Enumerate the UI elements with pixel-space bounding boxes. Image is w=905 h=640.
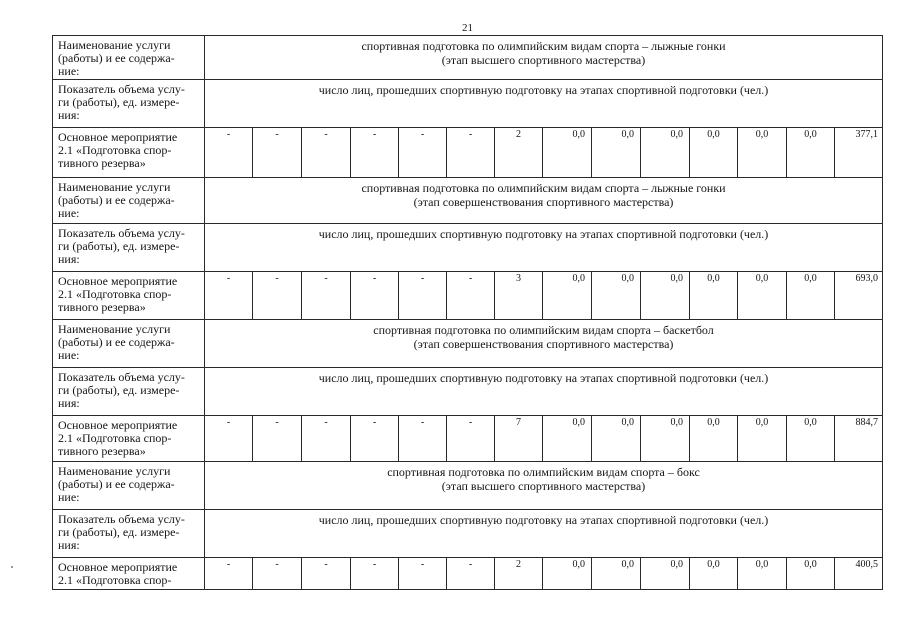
label-line: Показатель объема услу- xyxy=(58,82,185,96)
service-name-label xyxy=(53,178,205,224)
activity-value-cell: - xyxy=(399,272,447,320)
label-line: Наименование услуги xyxy=(58,322,171,336)
activity-label xyxy=(53,558,205,590)
activity-value-cell: - xyxy=(253,558,302,590)
label-line: Показатель объема услу- xyxy=(58,370,185,384)
service-name-label xyxy=(53,320,205,368)
label-line: Показатель объема услу- xyxy=(58,512,185,526)
service-name-row xyxy=(53,462,883,510)
label-line: тивного резерва» xyxy=(58,156,146,170)
activity-value-cell: - xyxy=(399,128,447,178)
service-name-label xyxy=(53,462,205,510)
activity-value-cell: - xyxy=(447,558,495,590)
label-line: ние: xyxy=(58,348,80,362)
activity-value-cell: 884,7 xyxy=(835,416,883,462)
service-description: спортивная подготовка по олимпийским видам спорта – лыжные гонки xyxy=(361,39,726,53)
indicator-label xyxy=(53,80,205,128)
activity-value-cell: 0,0 xyxy=(543,416,592,462)
label-line: (работы) и ее содержа- xyxy=(58,51,175,65)
indicator-value xyxy=(205,224,883,272)
indicator-value xyxy=(205,510,883,558)
activity-value-cell: - xyxy=(447,128,495,178)
label-line: ги (работы), ед. измере- xyxy=(58,239,180,253)
activity-value-cell: 7 xyxy=(495,416,543,462)
indicator-label xyxy=(53,368,205,416)
activity-value-cell: 0,0 xyxy=(592,416,641,462)
activity-value-cell: 0,0 xyxy=(787,416,835,462)
activity-value-cell: - xyxy=(253,416,302,462)
activity-label xyxy=(53,272,205,320)
activity-value-cell: 0,0 xyxy=(787,128,835,178)
volume-indicator-row xyxy=(53,510,883,558)
activity-value-cell: - xyxy=(302,558,351,590)
service-name-row xyxy=(53,178,883,224)
activity-value-cell: 0,0 xyxy=(738,558,787,590)
table-body xyxy=(53,36,883,590)
label-line: Наименование услуги xyxy=(58,38,171,52)
activity-value-cell: 0,0 xyxy=(787,272,835,320)
scan-speck xyxy=(11,566,13,568)
activity-value-cell: 0,0 xyxy=(641,272,690,320)
label-line: 2.1 «Подготовка спор- xyxy=(58,573,172,587)
activity-value-cell: 0,0 xyxy=(543,128,592,178)
activity-value-cell: - xyxy=(351,416,399,462)
label-line: 2.1 «Подготовка спор- xyxy=(58,143,172,157)
activity-value-cell: 0,0 xyxy=(641,416,690,462)
label-line: (работы) и ее содержа- xyxy=(58,193,175,207)
service-description: спортивная подготовка по олимпийским видам спорта – баскетбол xyxy=(373,323,714,337)
activity-value-cell: - xyxy=(447,416,495,462)
activity-value-cell: 0,0 xyxy=(641,558,690,590)
service-name-row xyxy=(53,36,883,80)
indicator-description: число лиц, прошедших спортивную подготовку на этапах спортивной подготовки (чел.) xyxy=(318,371,769,385)
activity-value-cell: 0,0 xyxy=(690,128,738,178)
label-line: ния: xyxy=(58,396,80,410)
label-line: Основное мероприятие xyxy=(58,130,178,144)
main-activity-row xyxy=(53,272,883,320)
activity-value-cell: - xyxy=(205,128,253,178)
volume-indicator-row xyxy=(53,224,883,272)
label-line: ги (работы), ед. измере- xyxy=(58,383,180,397)
activity-value-cell: 0,0 xyxy=(690,558,738,590)
label-line: ния: xyxy=(58,252,80,266)
training-stage: (этап совершенствования спортивного мастерства) xyxy=(413,337,674,351)
service-name-value xyxy=(205,178,883,224)
indicator-description: число лиц, прошедших спортивную подготовку на этапах спортивной подготовки (чел.) xyxy=(318,227,769,241)
label-line: ния: xyxy=(58,538,80,552)
label-line: 2.1 «Подготовка спор- xyxy=(58,287,172,301)
activity-value-cell: 0,0 xyxy=(738,416,787,462)
service-name-value xyxy=(205,36,883,80)
training-stage: (этап высшего спортивного мастерства) xyxy=(441,479,646,493)
activity-value-cell: - xyxy=(302,128,351,178)
volume-indicator-row xyxy=(53,80,883,128)
label-line: ги (работы), ед. измере- xyxy=(58,95,180,109)
label-line: (работы) и ее содержа- xyxy=(58,477,175,491)
activity-value-cell: 0,0 xyxy=(641,128,690,178)
label-line: Наименование услуги xyxy=(58,180,171,194)
activity-value-cell: 3 xyxy=(495,272,543,320)
activity-value-cell: - xyxy=(399,416,447,462)
activity-value-cell: 0,0 xyxy=(690,272,738,320)
activity-value-cell: 693,0 xyxy=(835,272,883,320)
label-line: ги (работы), ед. измере- xyxy=(58,525,180,539)
activity-value-cell: 2 xyxy=(495,128,543,178)
activity-value-cell: 377,1 xyxy=(835,128,883,178)
service-description: спортивная подготовка по олимпийским видам спорта – бокс xyxy=(387,465,700,479)
activity-value-cell: - xyxy=(351,558,399,590)
volume-indicator-row xyxy=(53,368,883,416)
service-description: спортивная подготовка по олимпийским видам спорта – лыжные гонки xyxy=(361,181,726,195)
label-line: ние: xyxy=(58,206,80,220)
label-line: тивного резерва» xyxy=(58,300,146,314)
activity-value-cell: 0,0 xyxy=(738,128,787,178)
activity-value-cell: 0,0 xyxy=(592,272,641,320)
activity-value-cell: 2 xyxy=(495,558,543,590)
activity-label xyxy=(53,128,205,178)
label-line: ние: xyxy=(58,490,80,504)
indicator-label xyxy=(53,510,205,558)
main-activity-row xyxy=(53,558,883,590)
activity-value-cell: 400,5 xyxy=(835,558,883,590)
activity-value-cell: - xyxy=(302,416,351,462)
services-table xyxy=(52,35,883,590)
label-line: Основное мероприятие xyxy=(58,560,178,574)
main-activity-row xyxy=(53,416,883,462)
label-line: ния: xyxy=(58,108,80,122)
label-line: Основное мероприятие xyxy=(58,418,178,432)
label-line: Наименование услуги xyxy=(58,464,171,478)
label-line: Показатель объема услу- xyxy=(58,226,185,240)
service-name-row xyxy=(53,320,883,368)
activity-value-cell: 0,0 xyxy=(543,272,592,320)
label-line: тивного резерва» xyxy=(58,444,146,458)
activity-value-cell: - xyxy=(399,558,447,590)
activity-value-cell: - xyxy=(351,272,399,320)
label-line: (работы) и ее содержа- xyxy=(58,335,175,349)
page-number: 21 xyxy=(462,22,473,34)
activity-value-cell: 0,0 xyxy=(543,558,592,590)
activity-value-cell: 0,0 xyxy=(690,416,738,462)
service-name-value xyxy=(205,320,883,368)
activity-value-cell: 0,0 xyxy=(592,558,641,590)
activity-value-cell: - xyxy=(205,416,253,462)
indicator-description: число лиц, прошедших спортивную подготовку на этапах спортивной подготовки (чел.) xyxy=(318,83,769,97)
activity-value-cell: - xyxy=(205,558,253,590)
activity-value-cell: - xyxy=(447,272,495,320)
service-name-value xyxy=(205,462,883,510)
activity-value-cell: 0,0 xyxy=(787,558,835,590)
activity-value-cell: 0,0 xyxy=(738,272,787,320)
training-stage: (этап совершенствования спортивного мастерства) xyxy=(413,195,674,209)
label-line: Основное мероприятие xyxy=(58,274,178,288)
activity-label xyxy=(53,416,205,462)
label-line: 2.1 «Подготовка спор- xyxy=(58,431,172,445)
indicator-label xyxy=(53,224,205,272)
activity-value-cell: - xyxy=(351,128,399,178)
indicator-description: число лиц, прошедших спортивную подготовку на этапах спортивной подготовки (чел.) xyxy=(318,513,769,527)
activity-value-cell: - xyxy=(253,128,302,178)
indicator-value xyxy=(205,80,883,128)
activity-value-cell: 0,0 xyxy=(592,128,641,178)
label-line: ние: xyxy=(58,64,80,78)
main-activity-row xyxy=(53,128,883,178)
activity-value-cell: - xyxy=(302,272,351,320)
training-stage: (этап высшего спортивного мастерства) xyxy=(441,53,646,67)
service-name-label xyxy=(53,36,205,80)
indicator-value xyxy=(205,368,883,416)
activity-value-cell: - xyxy=(253,272,302,320)
activity-value-cell: - xyxy=(205,272,253,320)
